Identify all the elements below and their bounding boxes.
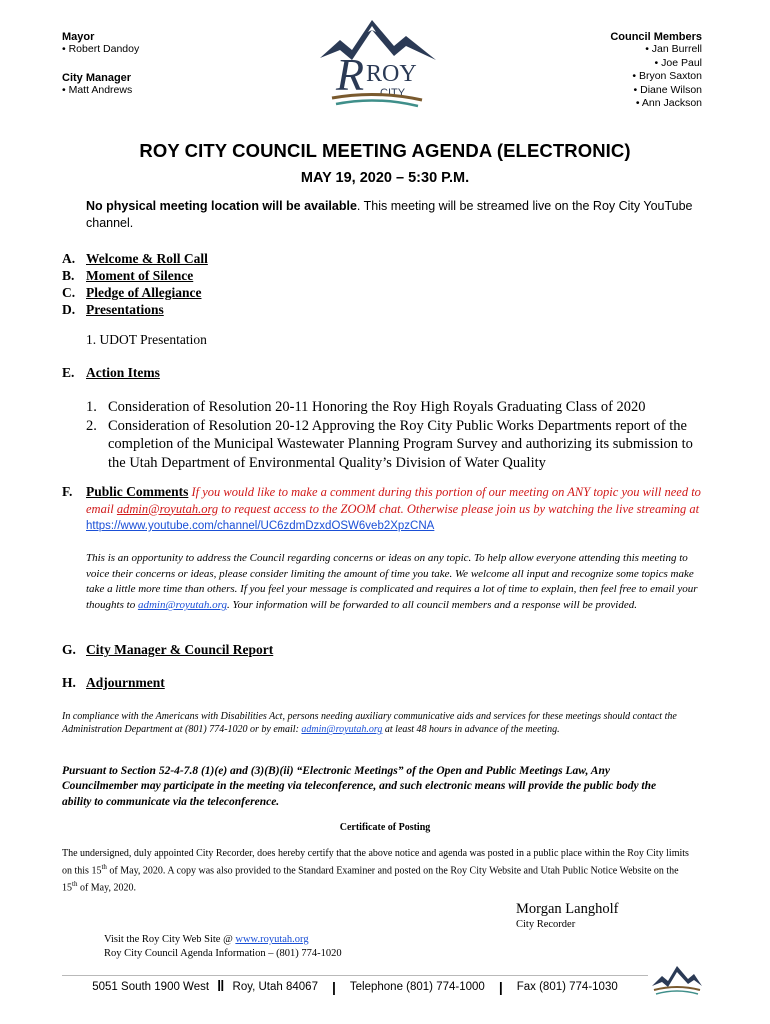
council-member: • Joe Paul (654, 56, 702, 69)
footer-contact: 5051 South 1900 West ‖ Roy, Utah 84067 | Telephone (801) 774-1000 | Fax (801) 774-1030 (92, 978, 618, 995)
council-members-label: Council Members (610, 31, 702, 43)
website-block: Visit the Roy City Web Site @ www.royutah.org Roy City Council Agenda Information – (801) 774-1020 (104, 934, 342, 959)
action-item-text: Consideration of Resolution 20-12 Approving the Roy City Public Works Departments report of the completion of the Municipal Wastewater Planning Program Survey and authorizing its submission to the Utah Department of Environmental Quality’s Division of Water Quality (108, 417, 693, 471)
public-comments-block: F. Public Comments If you would like to make a comment during this portion of our meeting on ANY topic you will need to email admin@royutah.org to request access to the ZOOM chat. Otherwise please join us by watching the live streaming at https://www.youtube.com/channel/UC6zdmDzxdOSW6veb2XpzCNA (62, 484, 701, 532)
ada-notice: In compliance with the Americans with Disabilities Act, persons needing auxiliary communicative aids and services for these meetings should contact the Administration Department at (801) 774-1020 or by email: admin@royutah.org at least 48 hours in advance of the meeting. (62, 711, 677, 736)
svg-text:R: R (336, 49, 365, 100)
page-title: ROY CITY COUNCIL MEETING AGENDA (ELECTRONIC) (139, 140, 631, 161)
agenda-item-label: City Manager & Council Report (86, 642, 274, 657)
action-item: 2. Consideration of Resolution 20-12 Approving the Roy City Public Works Departments report of the completion of the Municipal Wastewater Planning Program Survey and authorizing its submission to the Utah Department of Environmental Quality’s Division of Water Quality (86, 417, 706, 473)
meeting-date: MAY 19, 2020 – 5:30 P.M. (300, 170, 470, 186)
stream-notice-rest: . This meeting will be streamed live on the Roy City YouTube channel. (86, 199, 693, 230)
footer-address: 5051 South 1900 West (92, 980, 210, 993)
logo-text: ROY (366, 61, 417, 87)
youtube-channel-link[interactable]: https://www.youtube.com/channel/UC6zdmDzxdOSW6veb2XpzCNA (86, 520, 435, 532)
agenda-item: A. Welcome & Roll Call (62, 251, 208, 266)
mayor-label: Mayor (62, 31, 95, 43)
certificate-title: Certificate of Posting (339, 822, 431, 833)
roy-city-logo-graphic (318, 16, 438, 112)
agenda-item-e: E. Action Items (62, 365, 160, 380)
council-member: • Diane Wilson (633, 83, 702, 96)
city-manager-label: City Manager (62, 72, 132, 84)
council-member: • Jan Burrell (645, 43, 702, 55)
city-manager-block (62, 72, 132, 98)
agenda-item-label: Pledge of Allegiance (86, 285, 202, 300)
agenda-item: B. Moment of Silence (62, 268, 194, 283)
website-link[interactable]: www.royutah.org (235, 934, 309, 945)
footer-divider (62, 975, 648, 976)
electronic-meeting-notice: Pursuant to Section 52-4-7.8 (1)(e) and (3)(B)(ii) “Electronic Meetings” of the Open and Public Meetings Law, Any Councilmember may participate in the meeting via teleconference, and such electronic means will provide the public body the ability to communicate via the teleconference. (62, 765, 657, 808)
mayor-name: • Robert Dandoy (62, 43, 140, 55)
admin-email-link[interactable]: admin@royutah.org (137, 599, 228, 612)
council-members-block (610, 31, 702, 111)
city-manager-name: • Matt Andrews (62, 84, 133, 96)
public-comments-instructions: If you would like to make a comment during this portion of our meeting on ANY topic you will need to email (86, 485, 701, 516)
agenda-item-label: Welcome & Roll Call (86, 251, 208, 266)
agenda-item-label: Adjournment (86, 675, 165, 690)
stream-notice-bold: No physical meeting location will be available (86, 199, 357, 213)
admin-email-link[interactable]: admin@royutah.org (116, 501, 219, 516)
agenda-item: D. Presentations (62, 302, 164, 317)
agenda-item: C. Pledge of Allegiance (62, 285, 202, 300)
action-items-list (86, 398, 706, 472)
public-comments-description: This is an opportunity to address the Council regarding concerns or ideas on any topic. To help allow everyone attending this meeting to voice their concerns or ideas, please consider limiting the amount of time you take. We welcome all input and recognize some topics make take a little more time than others. If you feel your message is complicated and requires a lot of time to explain, then feel free to email your thoughts to admin@royutah.org. Your information will be forwarded to all council members and a response will be provided. (86, 552, 698, 612)
roy-city-logo (318, 16, 438, 112)
agenda-item-label: Moment of Silence (86, 268, 194, 283)
mountain-icon (650, 962, 704, 998)
council-member: • Ann Jackson (635, 97, 702, 110)
council-member: • Bryon Saxton (632, 70, 702, 83)
stream-notice (86, 198, 702, 232)
recorder-name: Morgan Langholf (516, 901, 619, 917)
agenda-item-h: H. Adjournment (62, 675, 165, 690)
footer-city: Roy, Utah 84067 (232, 980, 318, 993)
agenda-info-line: Roy City Council Agenda Information – (801) 774-1020 (104, 947, 342, 959)
logo-subtext: CITY (380, 87, 406, 99)
admin-email-link[interactable]: admin@royutah.org (301, 724, 383, 736)
agenda-item-label: Action Items (86, 365, 160, 380)
agenda-item-g: G. City Manager & Council Report (62, 642, 274, 657)
footer-fax: Fax (801) 774-1030 (516, 980, 618, 993)
certificate-text: The undersigned, duly appointed City Recorder, does hereby certify that the above notice and agenda was posted in a public place within the Roy City limits on this 15th of May, 2020. A copy was also provided to the Standard Examiner and posted on the Roy City Website and Utah Public Notice Website on the 15th of May, 2020. (62, 848, 689, 894)
mayor-block (62, 31, 139, 57)
action-item: 1. Consideration of Resolution 20-11 Honoring the Roy High Royals Graduating Class of 2020 (86, 399, 646, 415)
presentation-item: 1. UDOT Presentation (86, 332, 207, 347)
recorder-title: City Recorder (516, 919, 576, 930)
agenda-list-top (62, 250, 208, 318)
public-comments-label: Public Comments (86, 484, 189, 499)
footer-phone: Telephone (801) 774-1000 (349, 980, 485, 993)
action-item-text: Consideration of Resolution 20-11 Honoring the Roy High Royals Graduating Class of 2020 (108, 399, 646, 415)
agenda-item-label: Presentations (86, 302, 164, 317)
